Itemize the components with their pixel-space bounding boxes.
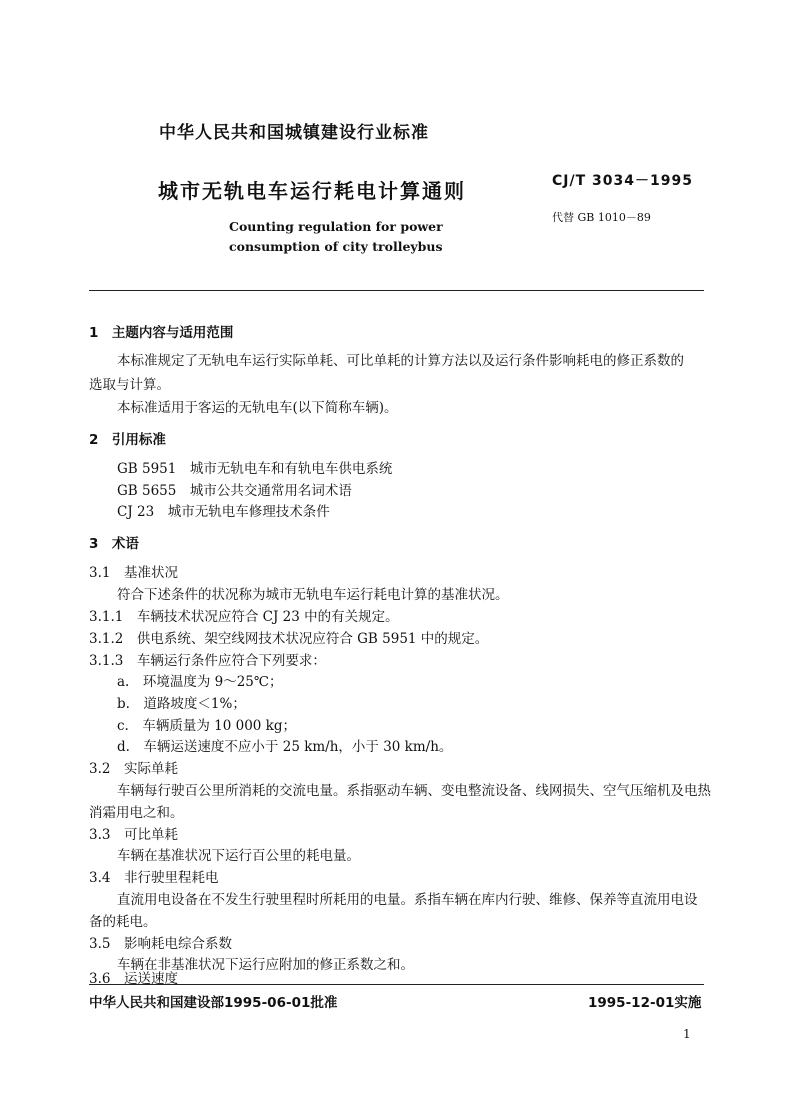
list-item: b. 道路坡度＜1%； bbox=[117, 696, 246, 712]
paragraph-line: 选取与计算。 bbox=[89, 377, 170, 393]
list-item: a. 环境温度为 9～25℃； bbox=[117, 674, 283, 690]
paragraph-line: 车辆在非基准状况下运行应附加的修正系数之和。 bbox=[117, 957, 414, 973]
standard-category-title: 中华人民共和国城镇建设行业标准 bbox=[159, 123, 429, 143]
english-title-line-1: Counting regulation for power bbox=[229, 219, 443, 234]
clause-line: 3.1.1 车辆技术状况应符合 CJ 23 中的有关规定。 bbox=[89, 609, 399, 625]
clause-line: 3.1.2 供电系统、架空线网技术状况应符合 GB 5951 中的规定。 bbox=[89, 631, 489, 647]
reference-item: GB 5951 城市无轨电车和有轨电车供电系统 bbox=[117, 461, 393, 477]
standard-code: CJ/T 3034－1995 bbox=[552, 173, 693, 189]
subsection-heading: 3.3 可比单耗 bbox=[89, 827, 178, 843]
paragraph-line: 符合下述条件的状况称为城市无轨电车运行耗电计算的基准状况。 bbox=[117, 587, 509, 603]
approval-note: 中华人民共和国建设部1995-06-01批准 bbox=[89, 995, 338, 1011]
list-item: d. 车辆运送速度不应小于 25 km/h，小于 30 km/h。 bbox=[117, 739, 453, 755]
reference-item: CJ 23 城市无轨电车修理技术条件 bbox=[117, 504, 330, 520]
subsection-heading: 3.6 运送速度 bbox=[89, 971, 178, 987]
section-heading: 2 引用标准 bbox=[89, 432, 166, 448]
footer-divider bbox=[89, 984, 704, 985]
subsection-heading: 3.1 基准状况 bbox=[89, 565, 178, 581]
paragraph-line: 车辆在基准状况下运行百公里的耗电量。 bbox=[117, 848, 360, 864]
replaces-note: 代替 GB 1010－89 bbox=[552, 211, 651, 224]
list-item: c. 车辆质量为 10 000 kg； bbox=[117, 718, 296, 734]
reference-item: GB 5655 城市公共交通常用名词术语 bbox=[117, 483, 352, 499]
subsection-heading: 3.5 影响耗电综合系数 bbox=[89, 936, 232, 952]
paragraph-line: 消霜用电之和。 bbox=[89, 805, 184, 821]
header-divider bbox=[89, 290, 704, 291]
english-title-line-2: consumption of city trolleybus bbox=[229, 239, 443, 254]
subsection-heading: 3.2 实际单耗 bbox=[89, 761, 178, 777]
section-heading: 3 术语 bbox=[89, 536, 139, 552]
paragraph-line: 车辆每行驶百公里所消耗的交流电量。系指驱动车辆、变电整流设备、线网损失、空气压缩机及电热 bbox=[117, 783, 711, 799]
paragraph-line: 直流用电设备在不发生行驶里程时所耗用的电量。系指车辆在库内行驶、维修、保养等直流用电设 bbox=[117, 892, 698, 908]
paragraph-line: 本标准适用于客运的无轨电车(以下简称车辆)。 bbox=[117, 400, 398, 416]
page-number: 1 bbox=[683, 1027, 691, 1041]
document-title: 城市无轨电车运行耗电计算通则 bbox=[158, 179, 466, 203]
paragraph-line: 备的耗电。 bbox=[89, 914, 157, 930]
implementation-date: 1995-12-01实施 bbox=[588, 995, 702, 1011]
section-heading: 1 主题内容与适用范围 bbox=[89, 325, 234, 341]
paragraph-line: 本标准规定了无轨电车运行实际单耗、可比单耗的计算方法以及运行条件影响耗电的修正系数的 bbox=[117, 353, 684, 369]
subsection-heading: 3.4 非行驶里程耗电 bbox=[89, 870, 219, 886]
clause-line: 3.1.3 车辆运行条件应符合下列要求： bbox=[89, 653, 326, 669]
